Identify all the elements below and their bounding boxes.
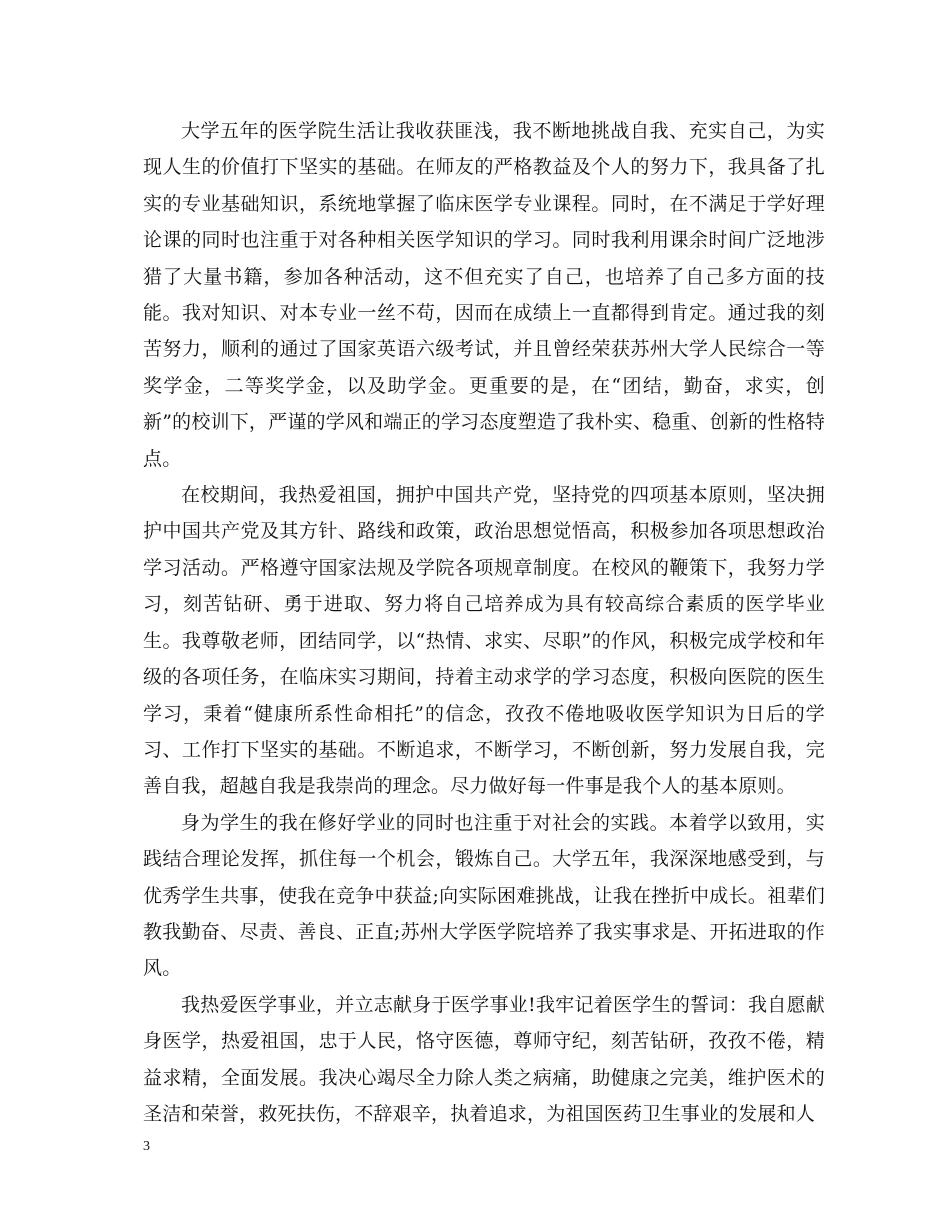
paragraph-3: 身为学生的我在修好学业的同时也注重于对社会的实践。本着学以致用，实践结合理论发挥，抓住每一个机会，锻炼自己。大学五年，我深深地感受到，与优秀学生共事，使我在竞争中获益;向实际困难挑战，让我在挫折中成长。祖辈们教我勤奋、尽责、善良、正直;苏州大学医学院培养了我实事求是、开拓进取的作风。 (143, 811, 825, 980)
page-number: 3 (143, 1139, 150, 1154)
paragraph-1: 大学五年的医学院生活让我收获匪浅，我不断地挑战自我、充实自己，为实现人生的价值打下坚实的基础。在师友的严格教益及个人的努力下，我具备了扎实的专业基础知识，系统地掌握了临床医学专业课程。同时，在不满足于学好理论课的同时也注重于对各种相关医学知识的学习。同时我利用课余时间广泛地涉猎了大量书籍，参加各种活动，这不但充实了自己，也培养了自己多方面的技能。我对知识、对本专业一丝不苟，因而在成绩上一直都得到肯定。通过我的刻苦努力，顺利的通过了国家英语六级考试，并且曾经荣获苏州大学人民综合一等奖学金，二等奖学金，以及助学金。更重要的是，在“团结，勤奋，求实，创新”的校训下，严谨的学风和端正的学习态度塑造了我朴实、稳重、创新的性格特点。 (143, 120, 825, 470)
paragraph-2: 在校期间，我热爱祖国，拥护中国共产党，坚持党的四项基本原则，坚决拥护中国共产党及其方针、路线和政策，政治思想觉悟高，积极参加各项思想政治学习活动。严格遵守国家法规及学院各项规章制度。在校风的鞭策下，我努力学习，刻苦钻研、勇于进取、努力将自己培养成为具有较高综合素质的医学毕业生。我尊敬老师，团结同学，以“热情、求实、尽职”的作风，积极完成学校和年级的各项任务，在临床实习期间，持着主动求学的学习态度，积极向医院的医生学习，秉着“健康所系性命相托”的信念，孜孜不倦地吸收医学知识为日后的学习、工作打下坚实的基础。不断追求，不断学习，不断创新，努力发展自我，完善自我，超越自我是我崇尚的理念。尽力做好每一件事是我个人的基本原则。 (143, 484, 825, 798)
body-text (143, 113, 825, 1132)
paragraph-4: 我热爱医学事业，并立志献身于医学事业!我牢记着医学生的誓词：我自愿献身医学，热爱祖国，忠于人民，恪守医德，尊师守纪，刻苦钻研，孜孜不倦，精益求精，全面发展。我决心竭尽全力除人类之病痛，助健康之完美，维护医术的圣洁和荣誉，救死扶伤，不辞艰辛，执着追求，为祖国医药卫生事业的发展和人 (143, 993, 825, 1125)
